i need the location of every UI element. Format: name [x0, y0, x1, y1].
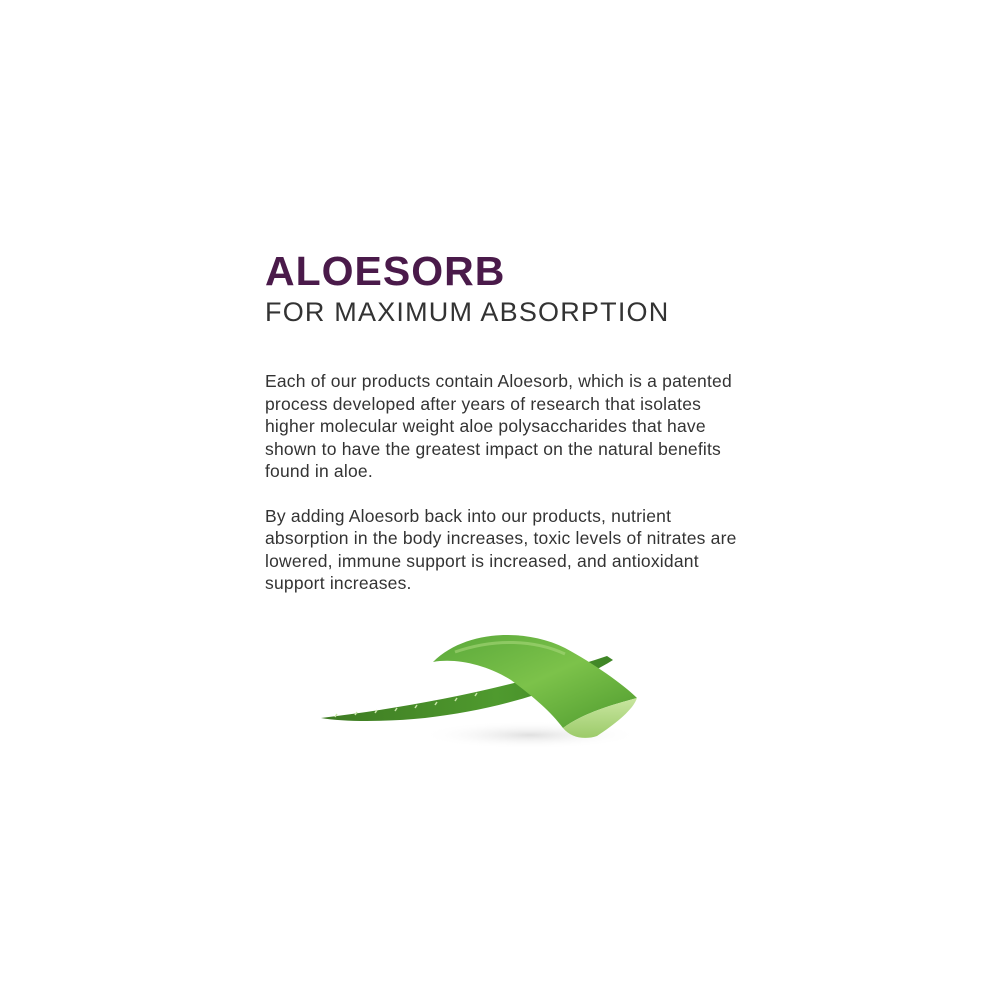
body-paragraph-2: By adding Aloesorb back into our products, nutrient absorption in the body increases, toxic levels of nitrates are lowered, immune support is increased, and antioxidant support increases. [265, 505, 737, 593]
page-title: ALOESORB [265, 248, 506, 294]
content-block [265, 248, 755, 595]
aloe-leaf-image [315, 620, 655, 760]
page-subtitle: FOR MAXIMUM ABSORPTION [265, 297, 670, 327]
body-paragraph-1: Each of our products contain Aloesorb, which is a patented process developed after years of research that isolates higher molecular weight aloe polysaccharides that have shown to have the greatest impact on the natural benefits found in aloe. [265, 371, 732, 481]
